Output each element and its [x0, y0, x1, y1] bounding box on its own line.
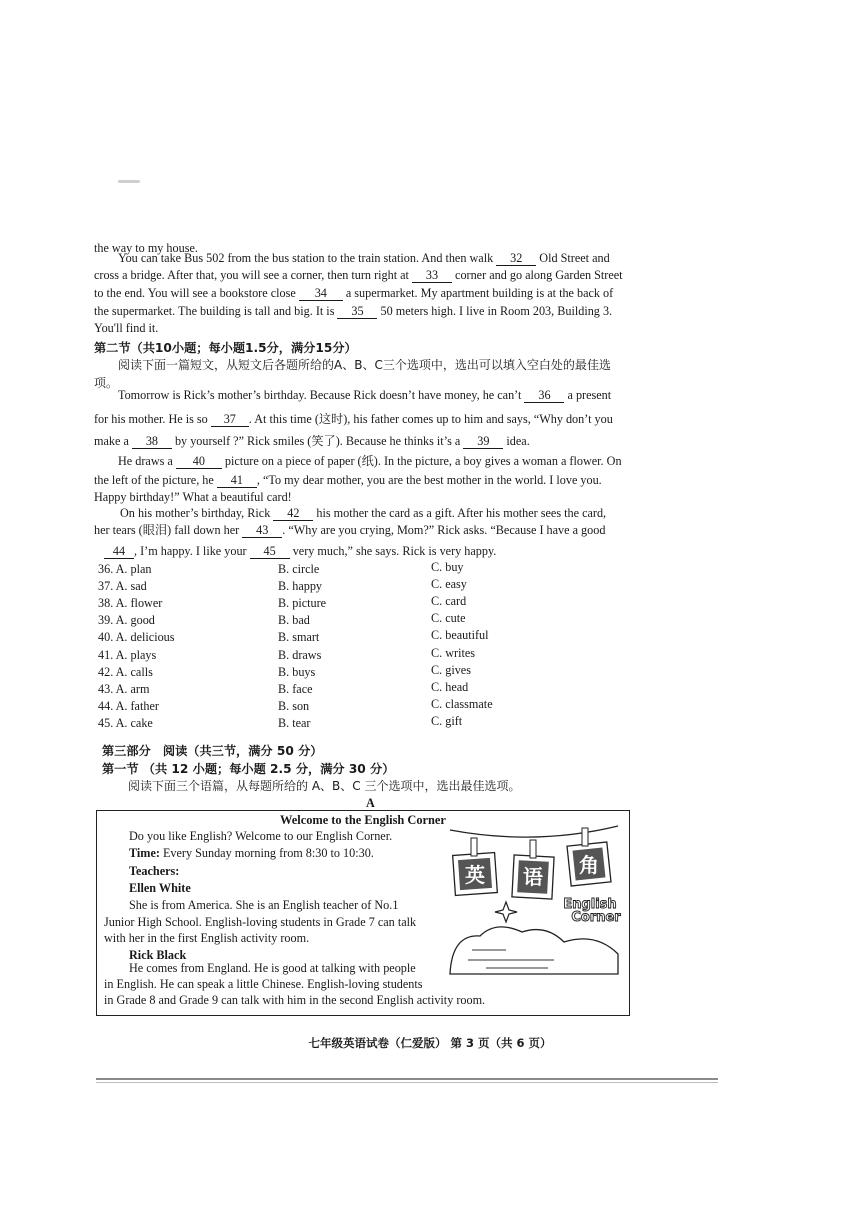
option-b: B. tear — [278, 715, 311, 730]
art-text-english: English — [563, 897, 617, 912]
blank-44: 44 — [104, 545, 134, 559]
art-text-corner: Corner — [571, 910, 621, 925]
option-b: B. buys — [278, 664, 316, 679]
art-char-2: 语 — [523, 865, 543, 889]
passage2-line8: her tears (眼泪) fall down her 43 . “Why are you crying, Mom?” Rick asks. “Because I have a good — [94, 523, 606, 537]
passage2-line2: for his mother. He is so 37 . At this time (这时), his father comes up to him and says, “Why don’t you — [94, 412, 613, 426]
passage2-line6: Happy birthday!” What a beautiful card! — [94, 490, 292, 504]
option-c: C. head — [431, 679, 469, 694]
notice-teachers-label: Teachers: — [129, 864, 180, 878]
option-b: B. happy — [278, 579, 323, 594]
option-c: C. gift — [431, 713, 463, 728]
passage2-line7: On his mother’s birthday, Rick 42 his mother the card as a gift. After his mother sees the card, — [120, 506, 607, 520]
option-a: 44. A. father — [98, 698, 159, 713]
option-c: C. gives — [431, 662, 471, 677]
section2-instruction-1: 阅读下面一篇短文，从短文后各题所给的A、B、C三个选项中，选出可以填入空白处的最佳选 — [118, 358, 611, 372]
clothesline — [450, 826, 618, 837]
passage2-line5: the left of the picture, he 41 , “To my dear mother, you are the best mother in the world. I love you. — [94, 473, 602, 487]
blank-43: 43 — [242, 524, 282, 538]
passage1-line0: the way to my house. — [94, 241, 198, 255]
option-a: 41. A. plays — [98, 647, 157, 662]
teacher1-line3: with her in the first English activity room. — [104, 931, 310, 945]
option-a: 38. A. flower — [98, 596, 163, 611]
part3-instruction: 阅读下面三个语篇，从每题所给的 A、B、C 三个选项中，选出最佳选项。 — [128, 779, 521, 793]
card-3 — [567, 828, 611, 886]
passage1-line1: You can take Bus 502 from the bus station to the train station. And then walk 32 Old Street and — [118, 251, 610, 265]
notice-title: Welcome to the English Corner — [280, 813, 446, 827]
teacher1-line1: She is from America. She is an English teacher of No.1 — [129, 898, 399, 912]
art-char-1: 英 — [465, 863, 485, 887]
part3-section-heading: 第一节 （共 12 小题；每小题 2.5 分，满分 30 分） — [102, 762, 395, 776]
page-footer: 七年级英语试卷（仁爱版） 第 3 页（共 6 页） — [308, 1036, 552, 1050]
option-a: 40. A. delicious — [98, 630, 175, 645]
sparkle-icon — [495, 902, 517, 922]
option-c: C. classmate — [431, 696, 493, 711]
blank-37: 37 — [211, 413, 249, 427]
teacher2-line1: He comes from England. He is good at talking with people — [129, 961, 416, 975]
blank-45: 45 — [250, 545, 290, 559]
blank-35: 35 — [337, 305, 377, 319]
section2-instruction-2: 项。 — [94, 376, 119, 390]
scan-speck — [118, 180, 140, 183]
section2-heading: 第二节（共10小题；每小题1.5分，满分15分） — [94, 341, 357, 355]
notice-time: Time: Every Sunday morning from 8:30 to 10:30. — [129, 846, 374, 860]
passage1-line4: the supermarket. The building is tall and big. It is 35 50 meters high. I live in Room 203, Building 3. — [94, 304, 613, 318]
passage1-line2: cross a bridge. After that, you will see a corner, then turn right at 33 corner and go along Garden Street — [94, 268, 623, 282]
option-c: C. buy — [431, 560, 464, 574]
option-b: B. circle — [278, 562, 320, 576]
option-a: 43. A. arm — [98, 681, 150, 696]
option-c: C. beautiful — [431, 628, 489, 643]
blank-39: 39 — [463, 435, 503, 449]
option-b: B. son — [278, 698, 310, 713]
scan-edge-line-2 — [96, 1082, 718, 1083]
card-2 — [512, 840, 554, 899]
blank-33: 33 — [412, 269, 452, 283]
option-a: 39. A. good — [98, 613, 155, 628]
blank-32: 32 — [496, 252, 536, 266]
english-corner-illustration — [446, 824, 624, 982]
option-b: B. face — [278, 681, 313, 696]
blank-36: 36 — [524, 389, 564, 403]
part3-heading: 第三部分 阅读（共三节，满分 50 分） — [102, 744, 323, 758]
option-a: 42. A. calls — [98, 664, 153, 679]
teacher1-line2: Junior High School. English-loving students in Grade 7 can talk — [104, 915, 417, 929]
option-a: 36. A. plan — [98, 562, 152, 576]
teacher2-line3: in Grade 8 and Grade 9 can talk with him in the second English activity room. — [104, 993, 486, 1007]
option-c: C. cute — [431, 611, 466, 626]
notice-intro: Do you like English? Welcome to our English Corner. — [129, 829, 393, 843]
blank-41: 41 — [217, 474, 257, 488]
option-c: C. writes — [431, 645, 476, 660]
passage1-line5: You'll find it. — [94, 321, 159, 335]
scan-edge-line — [96, 1078, 718, 1080]
option-b: B. bad — [278, 613, 310, 628]
passage2-line3: make a 38 by yourself ?” Rick smiles (笑了). Because he thinks it’s a 39 idea. — [94, 434, 530, 448]
passage2-line1: Tomorrow is Rick’s mother’s birthday. Because Rick doesn’t have money, he can’t 36 a present — [118, 388, 612, 402]
option-a: 37. A. sad — [98, 579, 147, 594]
blank-40: 40 — [176, 455, 222, 469]
blank-34: 34 — [299, 287, 343, 301]
option-a: 45. A. cake — [98, 715, 153, 730]
passage2-line4: He draws a 40 picture on a piece of paper (纸). In the picture, a boy gives a woman a flower. On — [118, 454, 622, 468]
art-char-3: 角 — [579, 853, 599, 877]
blank-38: 38 — [132, 435, 172, 449]
option-b: B. smart — [278, 630, 320, 645]
option-b: B. picture — [278, 596, 327, 611]
card-1 — [453, 838, 498, 895]
passage-label: A — [366, 796, 375, 810]
option-c: C. card — [431, 594, 467, 609]
teacher2-name: Rick Black — [129, 948, 187, 962]
option-b: B. draws — [278, 647, 322, 662]
teacher1-name: Ellen White — [129, 881, 191, 895]
option-c: C. easy — [431, 577, 467, 592]
passage2-line9: 44 , I’m happy. I like your 45 very much,” she says. Rick is very happy. — [104, 543, 496, 559]
blank-42: 42 — [273, 507, 313, 521]
teacher2-line2: in English. He can speak a little Chinese. English-loving students — [104, 977, 423, 991]
passage1-line3: to the end. You will see a bookstore close 34 a supermarket. My apartment building is at the back of — [94, 286, 614, 300]
